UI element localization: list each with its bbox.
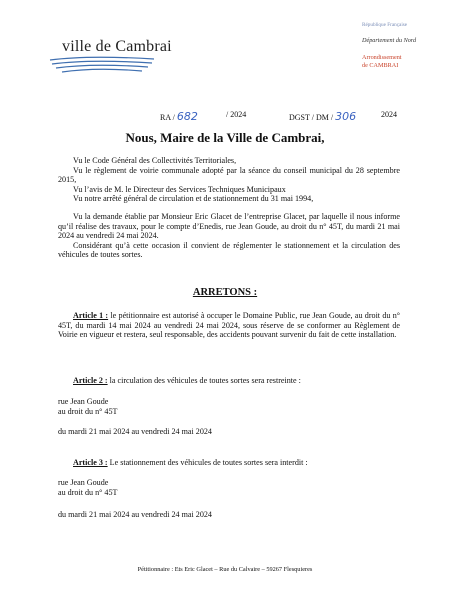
city-logo-text: ville de Cambrai (62, 38, 172, 55)
considering-paragraph: Considérant qu’à cette occasion il convient de réglementer le stationnement et la circulation des véhicules de toutes sortes. (58, 240, 400, 260)
dgst-number-handwritten: 306 (335, 110, 357, 123)
vu-list (58, 156, 400, 204)
article-1 (58, 311, 400, 340)
article-1-text: le pétitionnaire est autorisé à occuper le Domaine Public, rue Jean Goude, au droit du n° 45T, du mardi 14 mai 2024 au vendredi 24 mai 2024, sous réserve de se conformer au Règlement de Voirie en vigueur et restera, seul responsable, des accidents pouvant survenir du fait de cette installation. (58, 311, 400, 340)
article-3-title: Article 3 : (73, 458, 108, 467)
republic-label: République Française (362, 22, 408, 28)
ra-prefix: RA / (160, 113, 175, 122)
ra-reference (160, 110, 198, 123)
page-title: Nous, Maire de la Ville de Cambrai, (125, 130, 325, 145)
article-3-street: rue Jean Goude (58, 478, 109, 487)
article-3-location (58, 478, 400, 497)
arrondissement-line1: Arrondissement (362, 54, 402, 61)
article-3 (58, 458, 400, 468)
vu-item: Vu le Code Général des Collectivités Territoriales, (73, 156, 237, 165)
article-2-text: la circulation des véhicules de toutes sortes sera restreinte : (107, 376, 301, 385)
dgst-year: 2024 (381, 110, 397, 119)
arrondissement-label (362, 54, 402, 69)
city-logo-waves (48, 56, 158, 76)
article-3-dates: du mardi 21 mai 2024 au vendredi 24 mai 2024 (58, 510, 212, 519)
article-3-text: Le stationnement des véhicules de toutes sortes sera interdit : (107, 458, 308, 467)
vu-item: Vu notre arrêté général de circulation et de stationnement du 31 mai 1994, (73, 194, 314, 204)
department-label: Département du Nord (362, 37, 417, 44)
article-2-dates: du mardi 21 mai 2024 au vendredi 24 mai 2024 (58, 427, 212, 436)
vu-item: Vu l’avis de M. le Directeur des Services Techniques Municipaux (73, 184, 286, 194)
article-2-street: rue Jean Goude (58, 397, 109, 406)
arretons-heading: ARRETONS : (192, 287, 258, 298)
ra-year: / 2024 (226, 110, 247, 119)
article-3-address: au droit du n° 45T (58, 487, 118, 497)
vu-item: Vu le règlement de voirie communale adopté par la séance du conseil municipal du 28 septembre 2015, (58, 165, 400, 185)
article-2-location (58, 397, 400, 416)
article-2-address: au droit du n° 45T (58, 406, 118, 416)
request-paragraph: Vu la demande établie par Monsieur Eric Glacet de l’entreprise Glacet, par laquelle il nous informe qu’il réalise des travaux, pour le compte d’Enedis, rue Jean Goude, au droit du n° 45T, du mardi 21 mai 2024 au vendredi 24 mai 2024. (58, 212, 400, 241)
dgst-prefix: DGST / DM / (289, 113, 334, 122)
petitioner-footer: Pétitionnaire : Ets Eric Glacet – Rue du Calvaire – 59267 Flesquieres (137, 566, 313, 573)
article-2 (58, 376, 400, 386)
ra-number-handwritten: 682 (176, 110, 198, 123)
dgst-reference (289, 110, 356, 123)
arrondissement-line2: de CAMBRAI (362, 61, 399, 69)
article-1-title: Article 1 : (73, 311, 109, 320)
article-2-title: Article 2 : (73, 376, 108, 385)
considerations (58, 212, 400, 260)
